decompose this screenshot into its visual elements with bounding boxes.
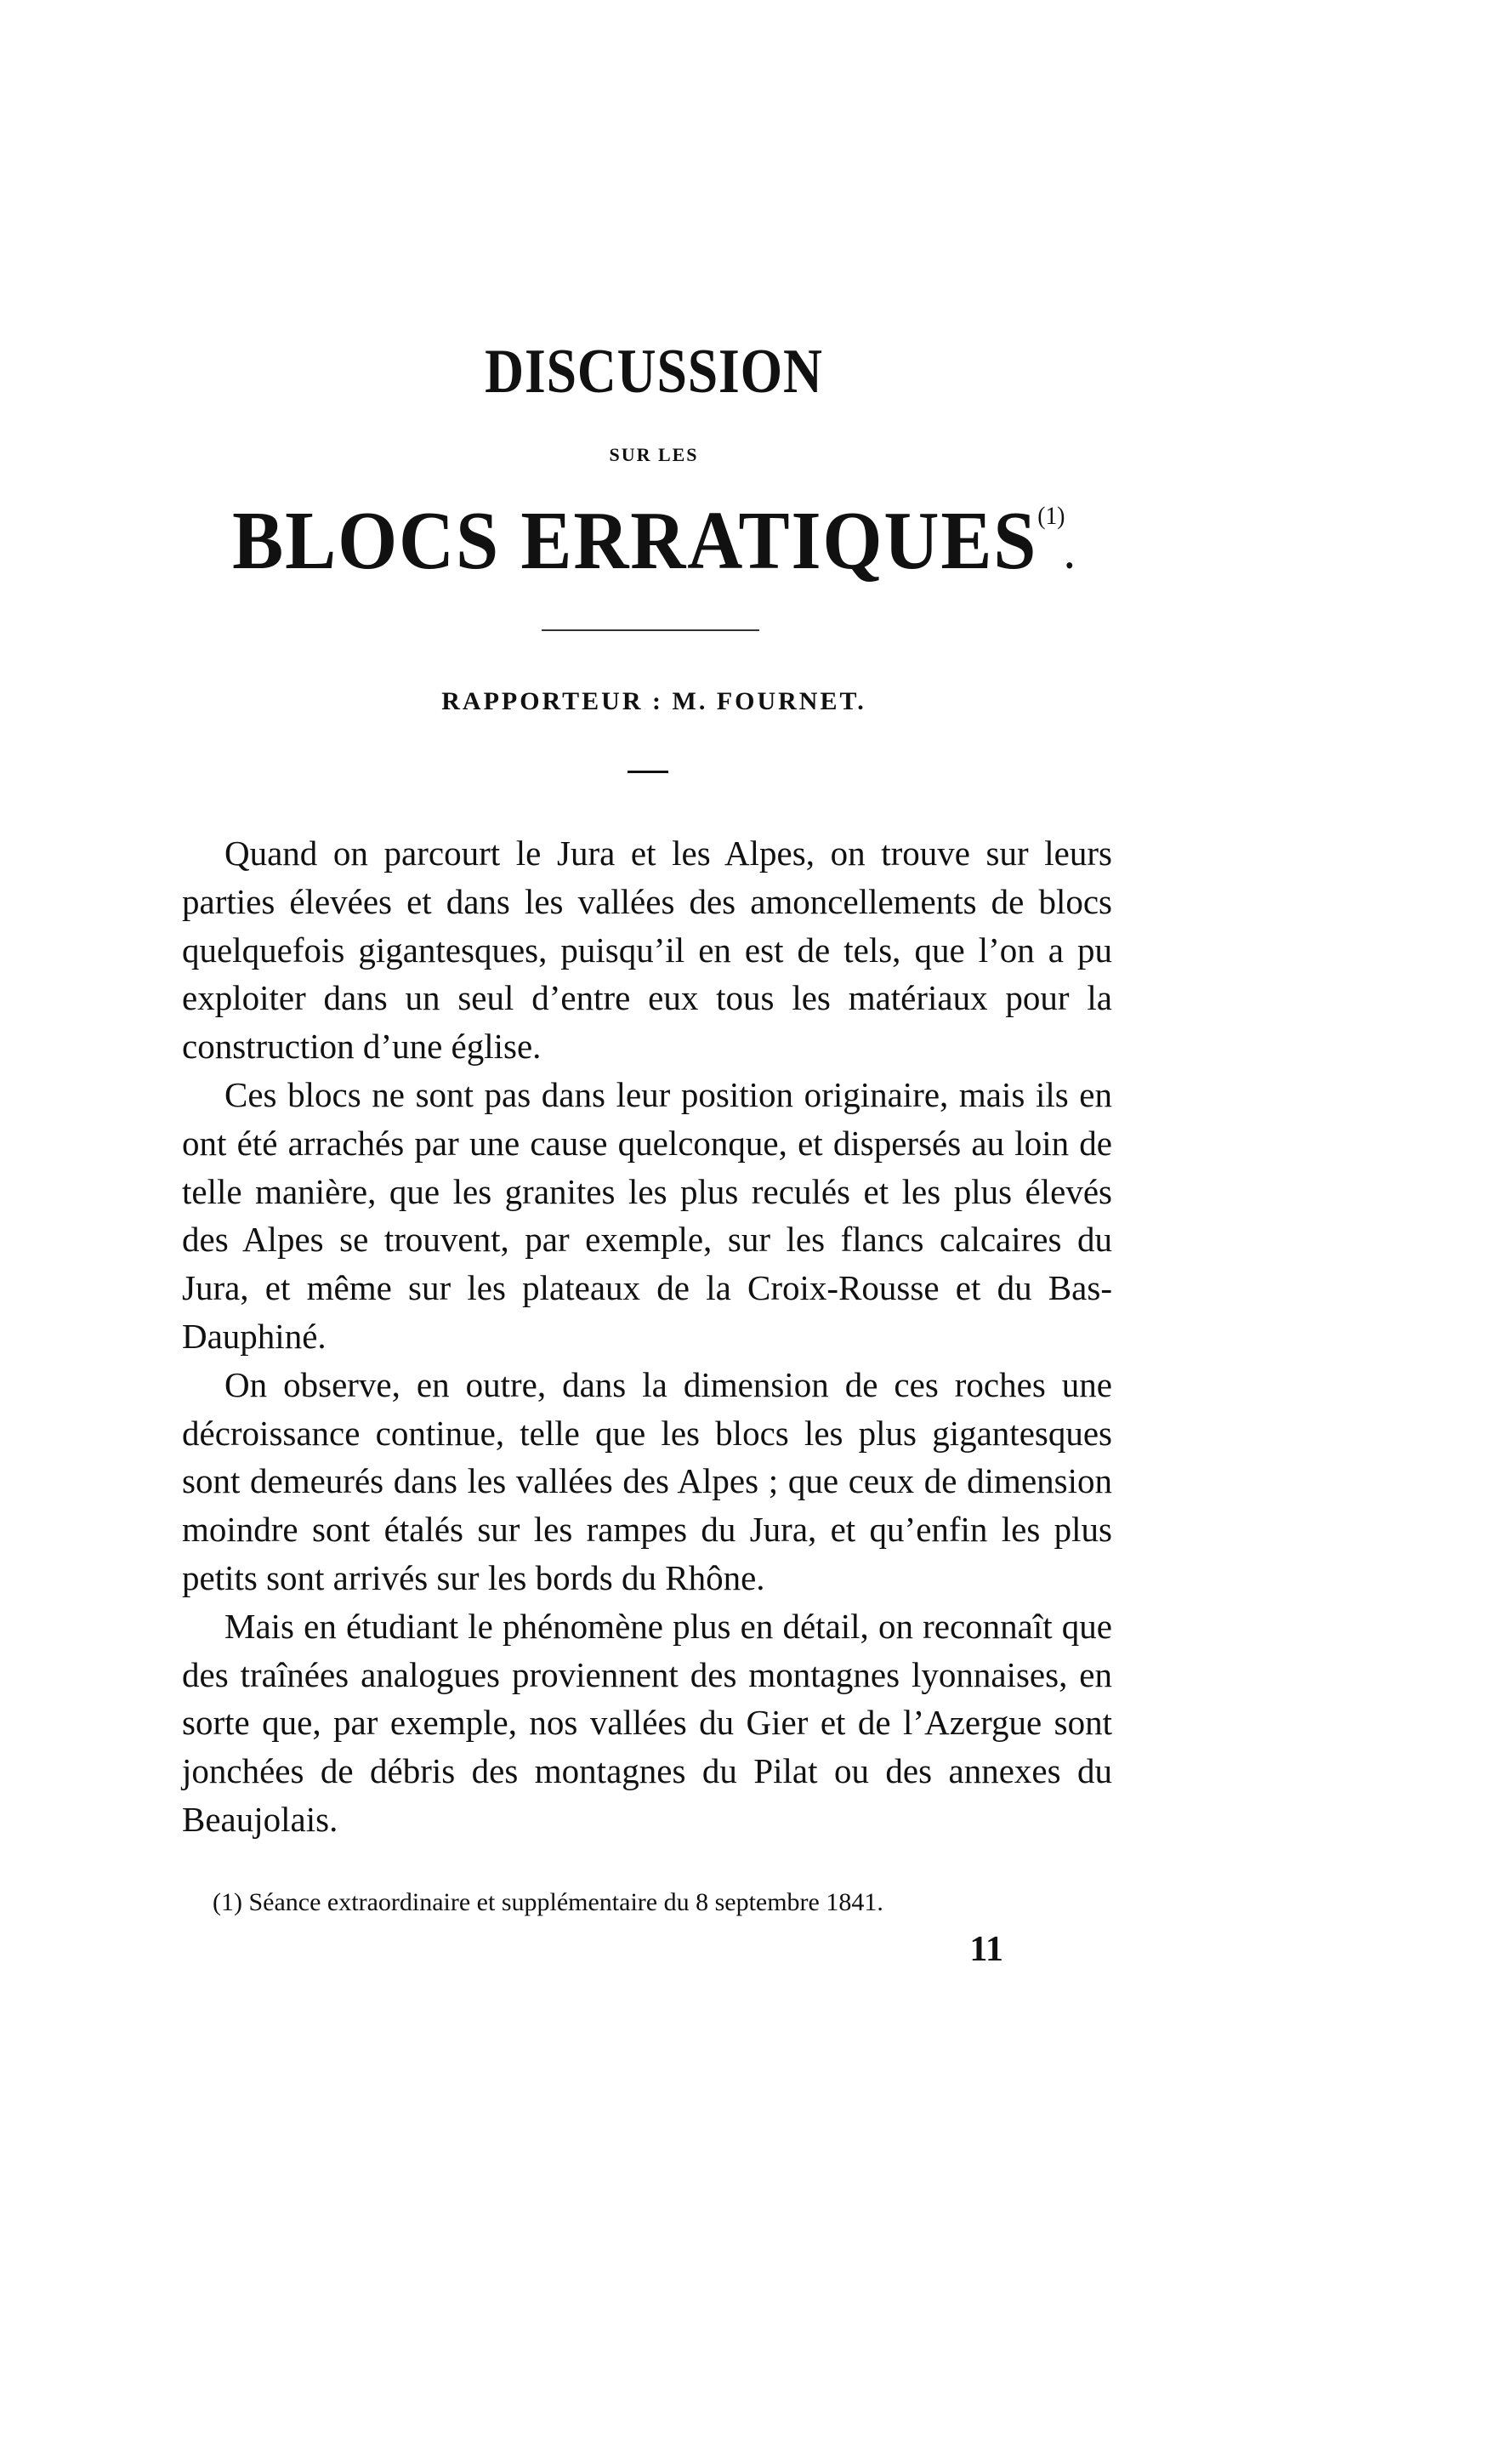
title-divider (542, 629, 759, 631)
footnote-reference[interactable]: (1) (1037, 502, 1065, 530)
chapter-second-title (53, 493, 1256, 589)
chapter-second-title-text: BLOCS ERRATIQUES (232, 495, 1038, 587)
body-text (182, 829, 1112, 1844)
section-divider (628, 771, 668, 773)
chapter-subtitle: SUR LES (609, 444, 699, 465)
footnote: (1) Séance extraordinaire et supplémentaire du 8 septembre 1841. (213, 1888, 883, 1916)
reporter-line: RAPPORTEUR : M. FOURNET. (441, 687, 866, 715)
paragraph-3: On observe, en outre, dans la dimension de ces roches une décroissance continue, telle que les blocs les plus gigantesques sont demeurés dans les vallées des Alpes ; que ceux de dimension moindre sont étalés sur les rampes du Jura, et qu’enfin les plus petits sont arrivés sur les bords du Rhône. (182, 1364, 1112, 1597)
chapter-title: DISCUSSION (485, 337, 823, 407)
paragraph-1: Quand on parcourt le Jura et les Alpes, on trouve sur leurs parties élevées et dans les vallées des amoncellements de blocs quelquefois gigantesques, puisqu’il en est de tels, que l’on a pu exploiter dans un seul d’entre eux tous les matériaux pour la construction d’une église. (182, 834, 1112, 1067)
paragraph-4: Mais en étudiant le phénomène plus en détail, on reconnaît que des traînées analogues proviennent des montagnes lyonnaises, en sorte que, par exemple, nos vallées du Gier et de l’Azergue sont jonchées de débris des montagnes du Pilat ou des annexes du Beaujolais. (182, 1606, 1112, 1839)
page-number: 11 (969, 1930, 1003, 1969)
paragraph-2: Ces blocs ne sont pas dans leur position originaire, mais ils en ont été arrachés par une cause quelconque, et dispersés au loin de telle manière, que les granites les plus reculés et les plus élevés des Alpes se trouvent, par exemple, sur les flancs calcaires du Jura, et même sur les plateaux de la Croix-Rousse et du Bas-Dauphiné. (182, 1074, 1112, 1356)
title-end-mark: . (1065, 533, 1076, 577)
